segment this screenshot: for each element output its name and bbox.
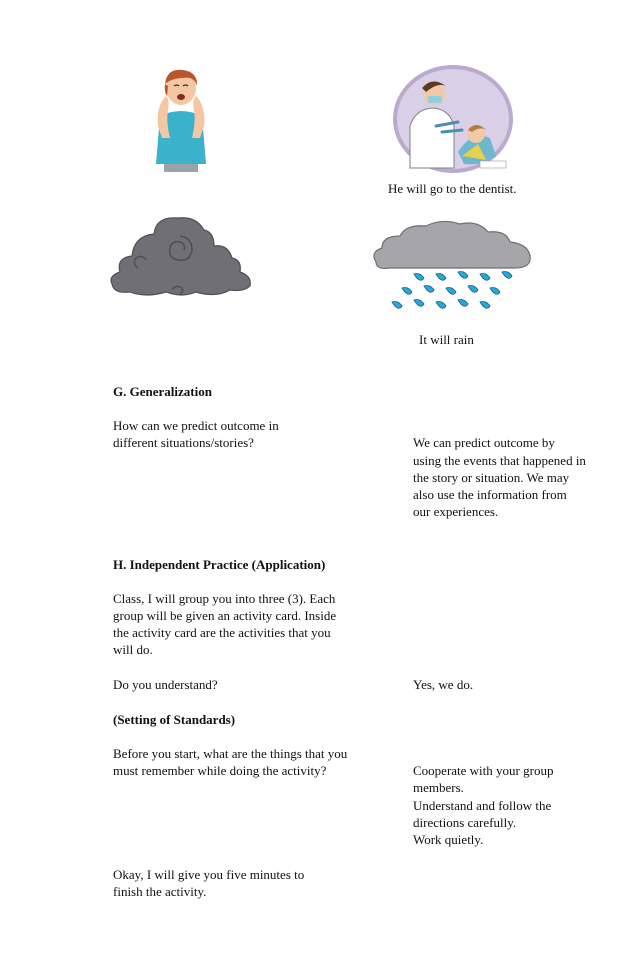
closing-line-2: finish the activity. bbox=[113, 884, 207, 899]
independent-practice-heading: H. Independent Practice (Application) bbox=[113, 557, 326, 572]
generalization-answer-line-4: also use the information from bbox=[413, 487, 567, 502]
instructions-line-3: the activity card are the activities that you bbox=[113, 625, 331, 640]
standards-answer-line-3: Understand and follow the bbox=[413, 798, 552, 813]
rain-caption: It will rain bbox=[419, 332, 474, 347]
generalization-answer-line-2: using the events that happened in bbox=[413, 453, 586, 468]
dentist-illustration bbox=[392, 64, 514, 174]
standards-question-line-1: Before you start, what are the things that you bbox=[113, 746, 348, 761]
standards-question-line-2: must remember while doing the activity? bbox=[113, 763, 327, 778]
instructions-line-1: Class, I will group you into three (3). Each bbox=[113, 591, 336, 606]
closing-line-1: Okay, I will give you five minutes to bbox=[113, 867, 305, 882]
understand-response: Yes, we do. bbox=[413, 677, 474, 692]
instructions-line-4: will do. bbox=[113, 642, 153, 657]
setting-of-standards-heading: (Setting of Standards) bbox=[113, 712, 236, 727]
generalization-heading: G. Generalization bbox=[113, 384, 212, 399]
rain-cloud-illustration bbox=[370, 218, 534, 314]
standards-answer-line-5: Work quietly. bbox=[413, 832, 484, 847]
understand-question: Do you understand? bbox=[113, 677, 218, 692]
generalization-question-line-1: How can we predict outcome in bbox=[113, 418, 279, 433]
generalization-question-line-2: different situations/stories? bbox=[113, 435, 254, 450]
dentist-caption: He will go to the dentist. bbox=[388, 181, 517, 196]
generalization-answer-line-1: We can predict outcome by bbox=[413, 435, 555, 450]
toothache-boy-illustration bbox=[150, 66, 212, 174]
instructions-line-2: group will be given an activity card. Inside bbox=[113, 608, 337, 623]
standards-answer-line-2: members. bbox=[413, 780, 464, 795]
generalization-answer-line-5: our experiences. bbox=[413, 504, 499, 519]
standards-answer-line-4: directions carefully. bbox=[413, 815, 517, 830]
dark-cloud-illustration bbox=[106, 212, 254, 300]
standards-answer-line-1: Cooperate with your group bbox=[413, 763, 554, 778]
generalization-answer-line-3: the story or situation. We may bbox=[413, 470, 570, 485]
